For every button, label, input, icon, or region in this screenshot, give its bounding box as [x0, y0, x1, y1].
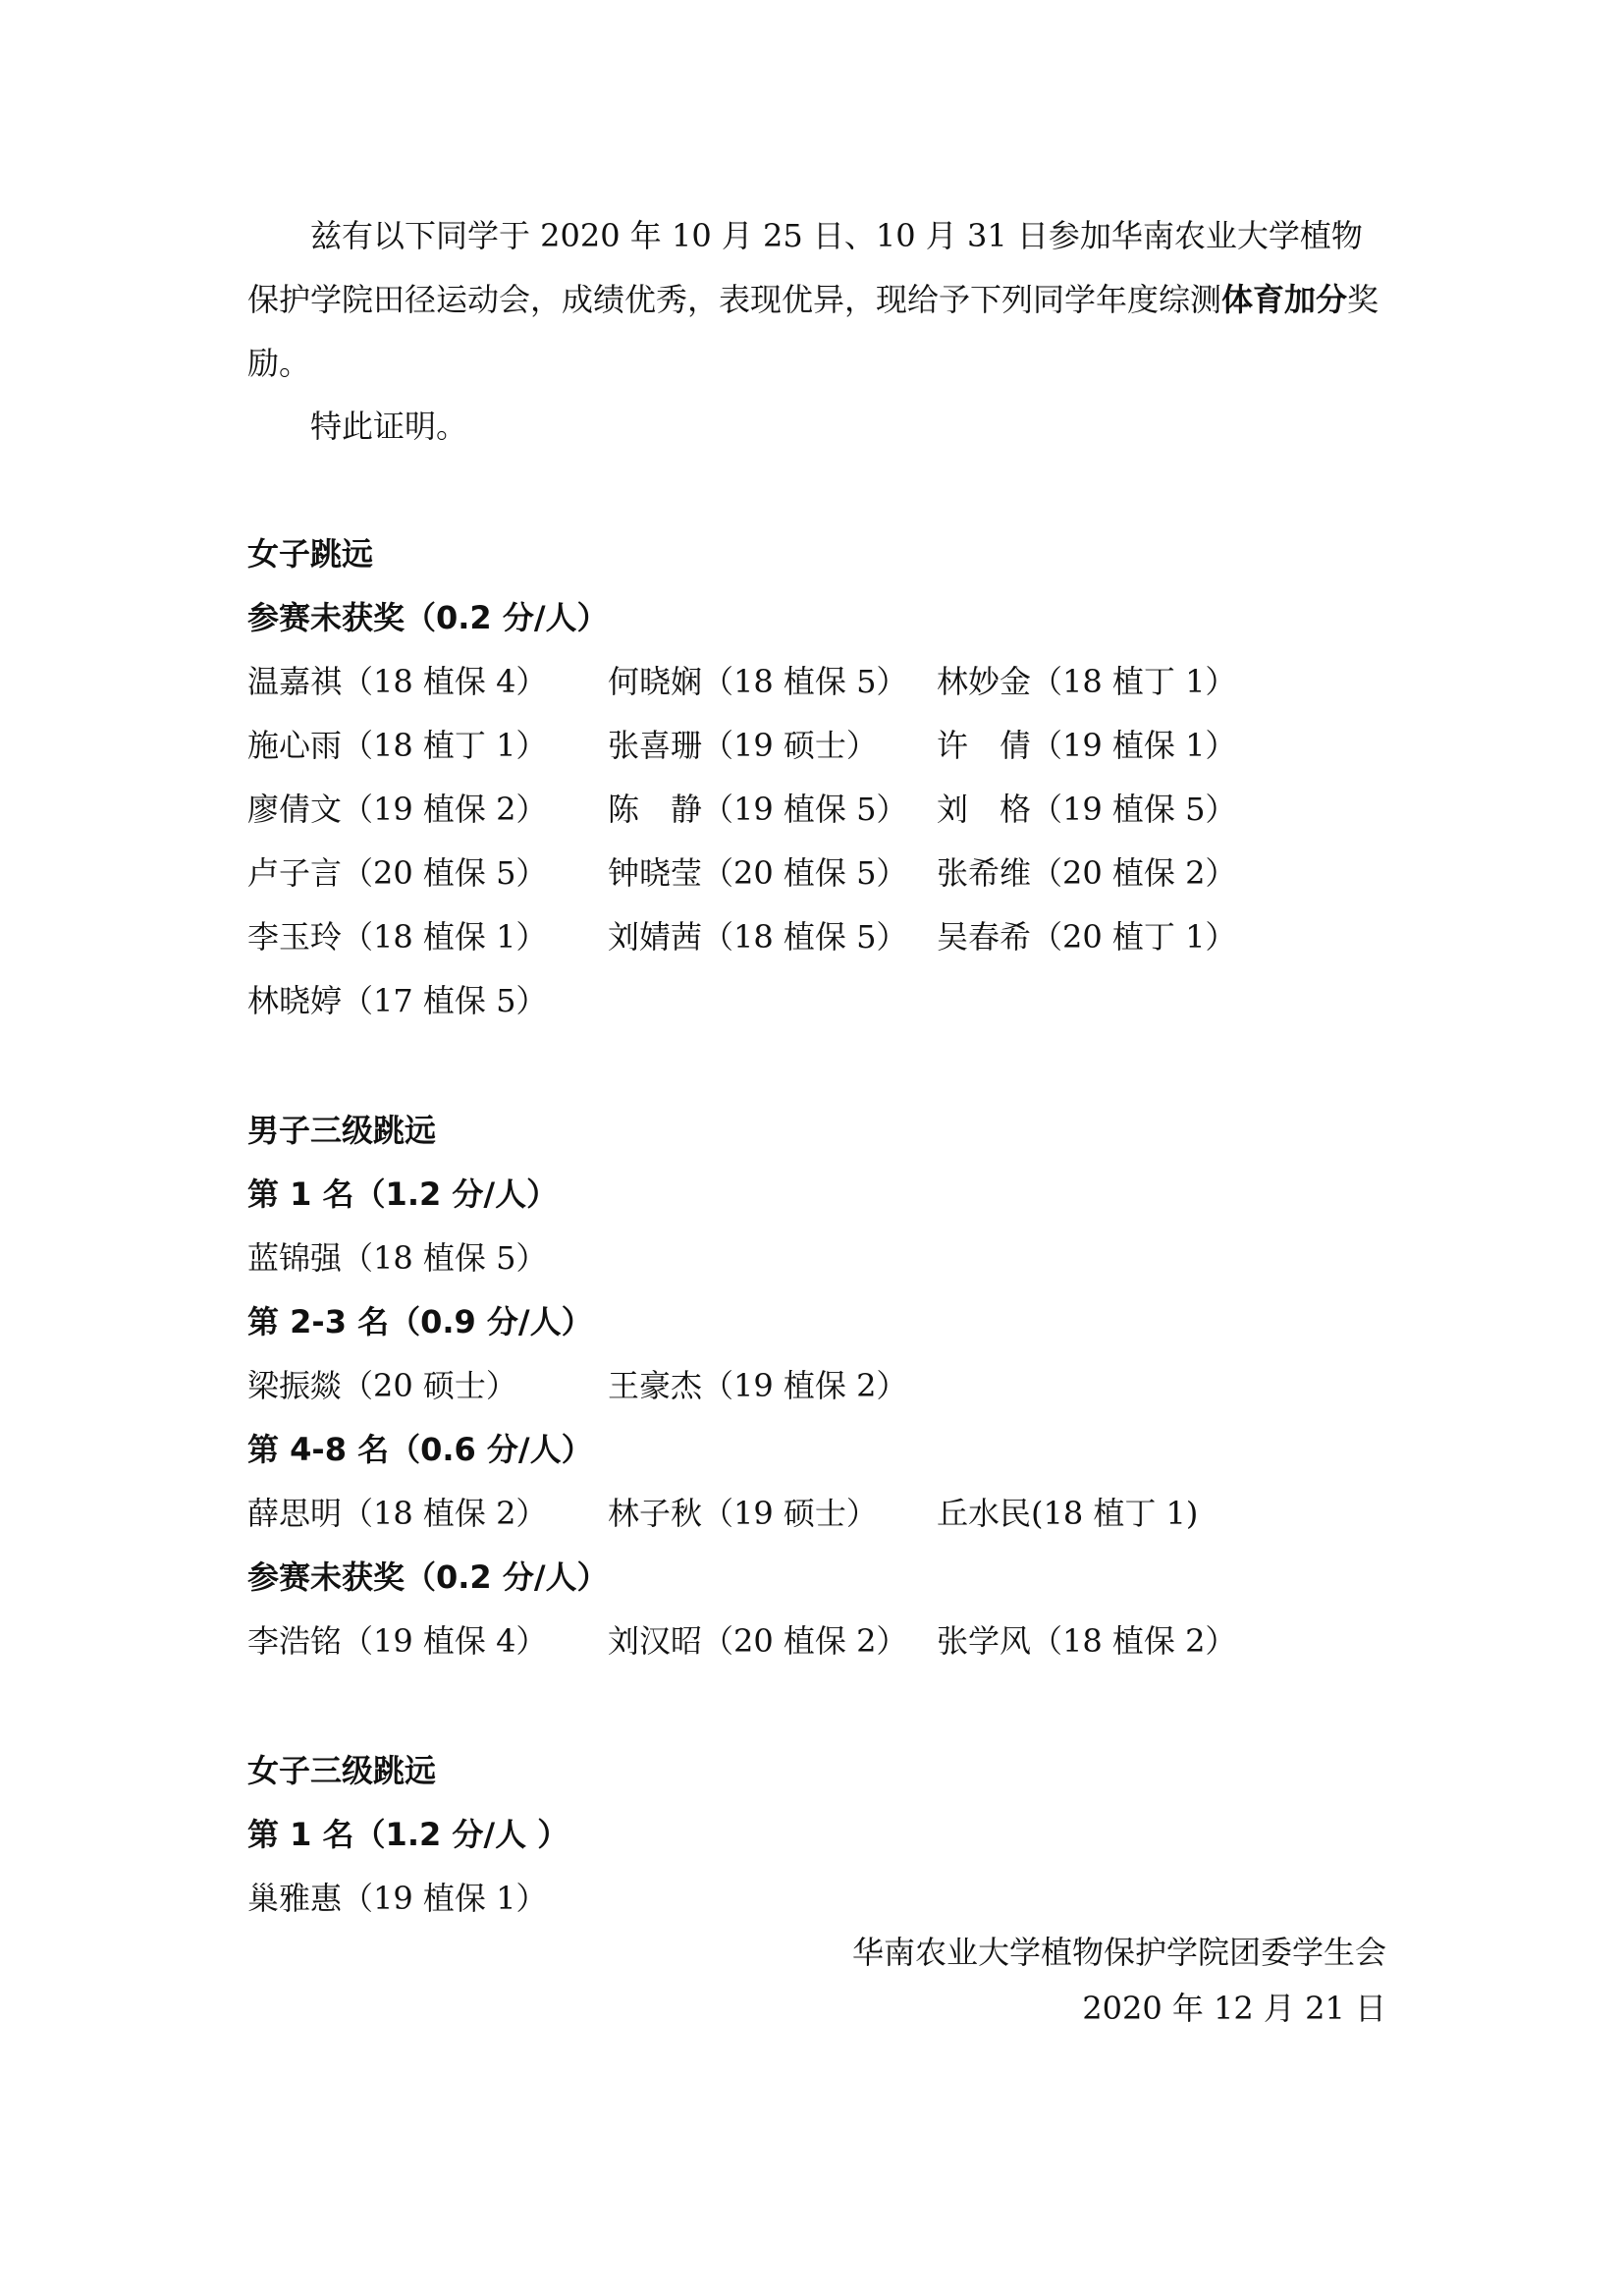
name-row [247, 1879, 1386, 1918]
award-label: 参赛未获奖（0.2 分/人） [247, 599, 609, 636]
intro-bold-text: 体育加分 [1221, 281, 1348, 318]
issue-date: 2020 年 12 月 21 日 [1082, 1990, 1386, 2027]
student-entry: 梁振燚（20 硕士） [247, 1367, 517, 1404]
student-entry: 钟晓莹（20 植保 5） [608, 854, 908, 892]
section-title-women-long-jump: 女子跳远 [247, 535, 374, 573]
name-row [247, 1366, 1386, 1405]
name-row [247, 726, 1386, 765]
intro-tail: 奖励。 [247, 281, 1380, 382]
student-entry: 林晓婷（17 植保 5） [247, 982, 548, 1019]
student-entry: 林子秋（19 硕士） [608, 1495, 878, 1532]
student-entry: 陈 静（19 植保 5） [608, 791, 908, 828]
name-row [247, 662, 1386, 701]
award-label: 第 1 名（1.2 分/人 ） [247, 1816, 569, 1853]
student-entry: 吴春希（20 植丁 1） [937, 918, 1237, 956]
student-entry: 林妙金（18 植丁 1） [937, 663, 1237, 700]
student-entry: 施心雨（18 植丁 1） [247, 727, 548, 764]
section-title-women-triple-jump: 女子三级跳远 [247, 1752, 437, 1789]
name-row [247, 853, 1386, 893]
intro-text: 兹有以下同学于 2020 年 10 月 25 日、10 月 31 日参加华南农业大学植物保护学院田径运动会，成绩优秀，表现优异，现给予下列同学年度综测 [247, 217, 1363, 318]
student-entry: 王豪杰（19 植保 2） [608, 1367, 908, 1404]
student-entry: 刘汉昭（20 植保 2） [608, 1622, 908, 1660]
award-label: 第 1 名（1.2 分/人） [247, 1175, 559, 1213]
student-entry: 李浩铭（19 植保 4） [247, 1622, 548, 1660]
award-label: 第 2-3 名（0.9 分/人） [247, 1303, 593, 1340]
name-row [247, 1494, 1386, 1533]
student-entry: 刘婧茜（18 植保 5） [608, 918, 908, 956]
student-entry: 丘水民(18 植丁 1) [937, 1495, 1199, 1532]
section-title-men-triple-jump: 男子三级跳远 [247, 1112, 437, 1149]
student-entry: 卢子言（20 植保 5） [247, 854, 548, 892]
student-entry: 许 倩（19 植保 1） [937, 727, 1237, 764]
student-entry: 张喜珊（19 硕士） [608, 727, 878, 764]
name-row [247, 790, 1386, 829]
name-row [247, 1238, 1386, 1278]
award-label: 参赛未获奖（0.2 分/人） [247, 1558, 609, 1596]
student-entry: 薛思明（18 植保 2） [247, 1495, 548, 1532]
student-entry: 巢雅惠（19 植保 1） [247, 1880, 548, 1917]
intro-paragraph [247, 204, 1386, 396]
name-row [247, 981, 1386, 1020]
name-row [247, 1621, 1386, 1661]
issuing-organization: 华南农业大学植物保护学院团委学生会 [851, 1934, 1386, 1971]
student-entry: 张希维（20 植保 2） [937, 854, 1237, 892]
award-label: 第 4-8 名（0.6 分/人） [247, 1431, 593, 1468]
student-entry: 何晓娴（18 植保 5） [608, 663, 908, 700]
name-row [247, 917, 1386, 957]
student-entry: 温嘉祺（18 植保 4） [247, 663, 548, 700]
student-entry: 刘 格（19 植保 5） [937, 791, 1237, 828]
student-entry: 廖倩文（19 植保 2） [247, 791, 548, 828]
student-entry: 蓝锦强（18 植保 5） [247, 1239, 548, 1277]
student-entry: 张学风（18 植保 2） [937, 1622, 1237, 1660]
closing-statement: 特此证明。 [310, 408, 468, 445]
student-entry: 李玉玲（18 植保 1） [247, 918, 548, 956]
